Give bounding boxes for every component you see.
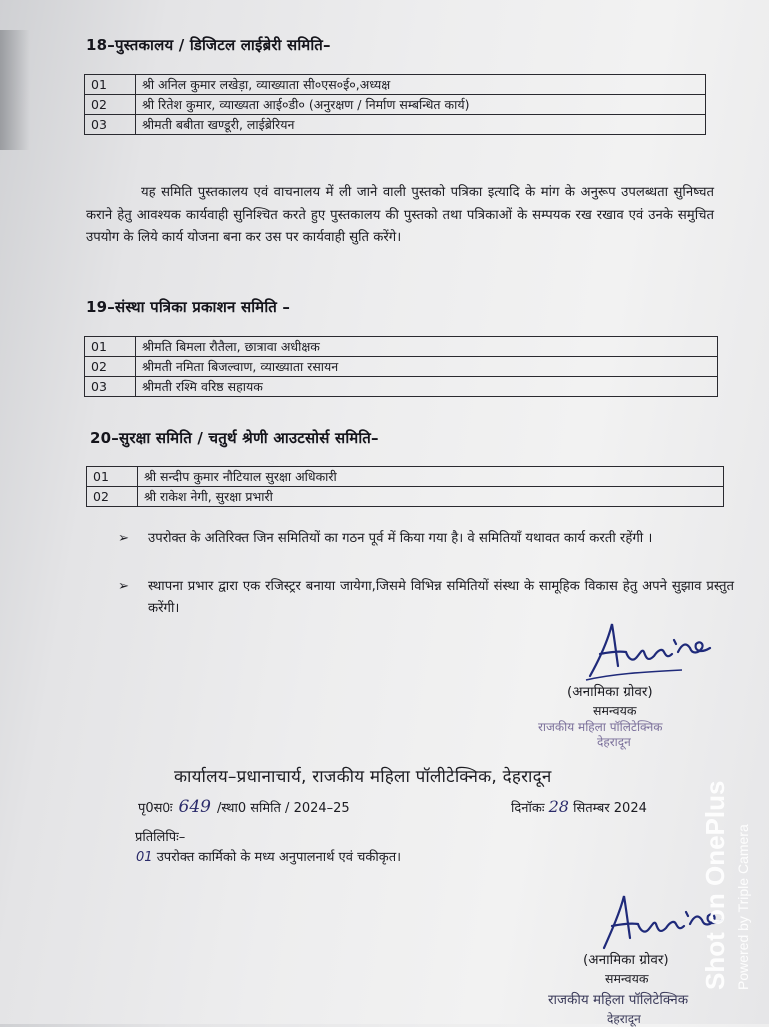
section-19-heading: 19–संस्था पत्रिका प्रकाशन समिति – [86,298,291,316]
bullet-item [118,528,734,550]
member-name: श्रीमती बबीता खण्डूरी, लाईब्रेरियन [136,115,706,135]
date-line [511,797,647,816]
bullet-item [118,576,734,620]
section-20-heading: 20–सुरक्षा समिति / चतुर्थ श्रेणी आउटसोर्स समिति– [90,429,379,447]
bullet-text: स्थापना प्रभार द्वारा एक रजिस्ट्रर बनाया जायेगा,जिसमे विभिन्न समितियों संस्था के सामूहिक विकास हेतु अपने सुझाव प्रस्तुत करेंगी। [148,579,734,616]
copy-label: प्रतिलिपिः– [135,830,186,845]
office-line: कार्यालय–प्रधानाचार्य, राजकीय महिला पॉलीटेक्निक, देहरादून [174,767,552,787]
table-row [87,487,724,507]
member-name: श्रीमती नमिता बिजल्वाण, व्याख्याता रसायन [136,357,718,377]
member-name: श्री सन्दीप कुमार नौटियाल सुरक्षा अधिकारी [138,467,724,487]
member-name: श्री अनिल कुमार लखेड़ा, व्याख्याता सी०एस०ई०,अध्यक्ष [136,75,706,95]
row-number: 01 [85,337,136,357]
date-label: दिनॉकः [511,801,545,816]
table-row [87,467,724,487]
page-edge-shadow [0,30,30,150]
table-row [85,337,718,357]
bullet-arrow-icon: ➢ [118,531,130,546]
reference-number: 649 [178,797,211,817]
member-name: श्री रितेश कुमार, व्याख्यता आई०डी० (अनुरक्षण / निर्माण सम्बन्धित कार्य) [136,95,706,115]
camera-watermark-title: Shot on OnePlus [700,780,730,990]
stamp-2-line1: राजकीय महिला पॉलिटेक्निक [548,992,689,1008]
stamp-2-line2: देहरादून [607,1012,641,1026]
reference-prefix: पृ0स0ः [138,801,173,816]
member-name: श्रीमती रश्मि वरिष्ठ सहायक [136,377,718,397]
row-number: 01 [87,467,138,487]
row-number: 02 [87,487,138,507]
signatory-1-designation: समन्वयक [593,703,637,718]
stamp-1-line1: राजकीय महिला पॉलिटेक्निक [538,720,663,734]
date-day: 28 [548,797,569,816]
paragraph-text: यह समिति पुस्तकालय एवं वाचनालय में ली जाने वाली पुस्तको पत्रिका इत्यादि के मांग के अनुरूप उपलब्धता सुनिष्चत कराने हेतु आवश्यक कार्यवाही सुनिश्चित करते हुए पुस्तकालय की पुस्तको तथा पत्रिकाओं के सम्पयक रख रखाव एवं उनके समुचित उपयोग के लिये कार्य योजना बना कर उस पर कार्यवाही सुति करेंगे। [86,185,714,245]
signatory-2-designation: समन्वयक [605,971,649,986]
section-20-table [86,466,724,507]
row-number: 03 [85,115,136,135]
signatory-1-name: (अनामिका ग्रोवर) [567,684,653,700]
reference-line [138,797,350,817]
signatory-2-name: (अनामिका ग्रोवर) [583,952,669,968]
row-number: 02 [85,357,136,377]
section-19-table [84,336,718,397]
table-row [85,95,706,115]
section-18-heading: 18–पुस्तकालय / डिजिटल लाईब्रेरी समिति– [86,36,331,54]
row-number: 01 [85,75,136,95]
date-rest: सितम्बर 2024 [573,801,647,816]
table-row [85,115,706,135]
row-number: 02 [85,95,136,115]
copy-item-number: 01 [136,850,153,865]
table-row [85,377,718,397]
bullet-arrow-icon: ➢ [118,579,130,594]
stamp-1-line2: देहरादून [597,735,631,749]
table-row [85,357,718,377]
reference-suffix: /स्था0 समिति / 2024–25 [216,801,350,816]
signature-1-icon [582,618,722,684]
section-18-table [84,74,706,135]
member-name: श्री राकेश नेगी, सुरक्षा प्रभारी [138,487,724,507]
table-row [85,75,706,95]
section-18-paragraph [86,182,714,250]
bullet-text: उपरोक्त के अतिरिक्त जिन समितियों का गठन पूर्व में किया गया है। वे समितियॉं यथावत कार्य करती रहेंगी । [148,531,653,546]
copy-item-text: उपरोक्त कार्मिको के मध्य अनुपालनार्थ एवं चकीकृत। [156,850,402,865]
camera-watermark-subtitle: Powered by Triple Camera [735,824,751,990]
member-name: श्रीमति बिमला रौतैला, छात्रावा अधीक्षक [136,337,718,357]
copy-item [136,847,401,865]
row-number: 03 [85,377,136,397]
